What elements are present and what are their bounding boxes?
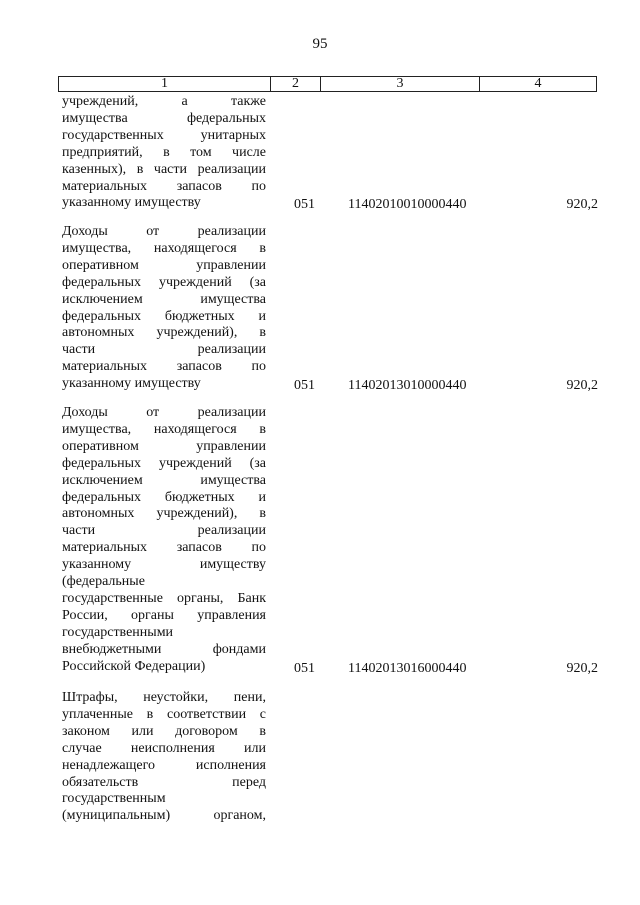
desc-line: государственными xyxy=(62,624,174,640)
desc-line: материальных запасов по xyxy=(62,359,266,375)
table-row xyxy=(62,405,601,676)
desc-line: оперативном управлении xyxy=(62,257,266,273)
desc-line: казенных), в части реализации xyxy=(62,161,266,177)
desc-line: государственные органы, Банк xyxy=(62,590,266,606)
row-code: 051 xyxy=(294,197,315,212)
desc-line: имущества, находящегося в xyxy=(62,240,266,256)
table-row xyxy=(62,94,601,212)
header-col-2: 2 xyxy=(271,77,321,91)
row-kbk: 11402013016000440 xyxy=(348,661,467,676)
desc-line: оперативном управлении xyxy=(62,438,266,454)
desc-line: имущества федеральных xyxy=(62,110,266,126)
page-number: 95 xyxy=(312,36,328,52)
header-col-1: 1 xyxy=(59,77,271,91)
desc-line: исключением имущества xyxy=(62,472,266,488)
desc-line: законом или договором в xyxy=(62,723,266,739)
desc-line: части реализации xyxy=(62,342,266,358)
desc-line: части реализации xyxy=(62,523,266,539)
desc-line: федеральных учреждений (за xyxy=(62,455,266,471)
header-col-3: 3 xyxy=(321,77,480,91)
row-description xyxy=(62,690,266,825)
desc-line: автономных учреждений), в xyxy=(62,506,266,522)
desc-line: имущества, находящегося в xyxy=(62,421,266,437)
desc-line: ненадлежащего исполнения xyxy=(62,757,266,773)
desc-line: обязательств перед xyxy=(62,774,266,790)
desc-line: (федеральные xyxy=(62,574,145,590)
desc-line: предприятий, в том числе xyxy=(62,144,266,160)
row-kbk: 11402010010000440 xyxy=(348,197,467,212)
desc-line: случае неисполнения или xyxy=(62,740,266,756)
desc-line: исключением имущества xyxy=(62,291,266,307)
desc-line: учреждений, а также xyxy=(62,94,266,109)
header-col-4: 4 xyxy=(534,76,542,91)
table-row xyxy=(62,690,601,825)
desc-line: материальных запасов по xyxy=(62,540,266,556)
desc-line: федеральных учреждений (за xyxy=(62,274,266,290)
desc-line: уплаченные в соответствии с xyxy=(62,706,266,722)
desc-line: Доходы от реализации xyxy=(62,224,266,239)
row-description xyxy=(62,94,266,212)
row-code: 051 xyxy=(294,661,315,676)
desc-line: Российской Федерации) xyxy=(62,658,206,674)
desc-line: России, органы управления xyxy=(62,607,266,623)
row-kbk: 11402013010000440 xyxy=(348,378,467,393)
desc-line: внебюджетными фондами xyxy=(62,641,266,657)
desc-line: федеральных бюджетных и xyxy=(62,308,266,324)
desc-line: указанному имуществу xyxy=(62,195,201,211)
desc-line: государственных унитарных xyxy=(62,127,266,143)
row-amount: 920,2 xyxy=(566,378,598,393)
desc-line: указанному имуществу xyxy=(62,376,201,392)
desc-line: Штрафы, неустойки, пени, xyxy=(62,690,266,705)
row-amount: 920,2 xyxy=(566,197,598,212)
row-description xyxy=(62,224,266,393)
desc-line: Доходы от реализации xyxy=(62,405,266,420)
desc-line: федеральных бюджетных и xyxy=(62,489,266,505)
desc-line: указанному имуществу xyxy=(62,557,266,573)
row-description xyxy=(62,405,266,676)
desc-line: государственным xyxy=(62,791,166,807)
row-amount: 920,2 xyxy=(566,661,598,676)
desc-line: материальных запасов по xyxy=(62,178,266,194)
table-row xyxy=(62,224,601,393)
row-code: 051 xyxy=(294,378,315,393)
desc-line: автономных учреждений), в xyxy=(62,325,266,341)
desc-line: (муниципальным) органом, xyxy=(62,808,266,824)
table-header-row xyxy=(58,76,597,92)
